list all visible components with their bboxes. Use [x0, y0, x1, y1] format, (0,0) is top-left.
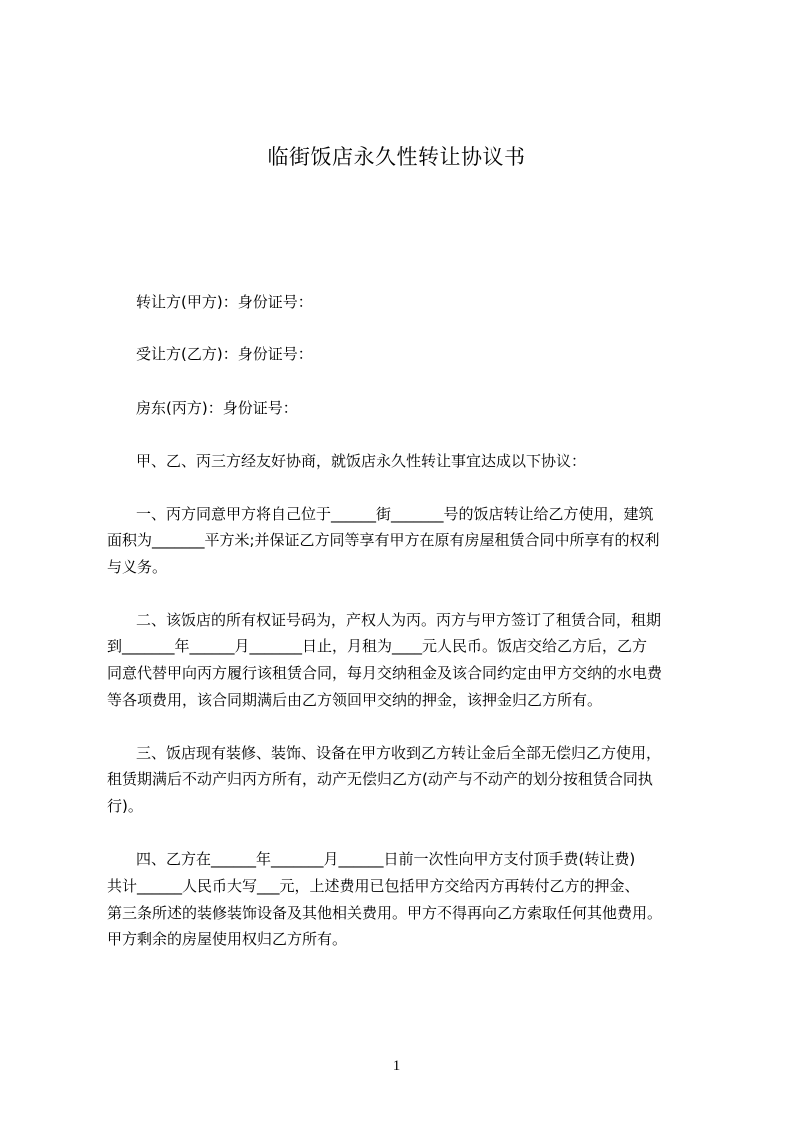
clause-4-line: 共计______人民币大写___元，上述费用已包括甲方交给丙方再转付乙方的押金、: [107, 877, 640, 895]
agreement-intro: 甲、乙、丙三方经友好协商，就饭店永久性转让事宜达成以下协议：: [136, 452, 587, 470]
party-transferor: 转让方(甲方)：身份证号：: [136, 293, 313, 311]
clause-4-line: 四、乙方在______年_______月______日前一次性向甲方支付顶手费(转让费): [136, 850, 636, 868]
clause-1-line: 一、丙方同意甲方将自己位于______街_______号的饭店转让给乙方使用，建筑: [136, 505, 654, 523]
party-transferee: 受让方(乙方)：身份证号：: [136, 345, 313, 363]
clause-2-line: 二、该饭店的所有权证号码为，产权人为丙。丙方与甲方签订了租赁合同，租期: [136, 611, 662, 629]
clause-2-line: 同意代替甲向丙方履行该租赁合同，每月交纳租金及该合同约定由甲方交纳的水电费: [107, 664, 663, 682]
clause-2-line: 等各项费用，该合同期满后由乙方领回甲交纳的押金，该押金归乙方所有。: [107, 691, 603, 709]
clause-3-line: 三、饭店现有装修、装饰、设备在甲方收到乙方转让金后全部无偿归乙方使用，: [136, 744, 662, 762]
clause-1-line: 面积为_______平方米;并保证乙方同等享有甲方在原有房屋租赁合同中所享有的权利: [107, 531, 660, 549]
clause-4-line: 甲方剩余的房屋使用权归乙方所有。: [107, 930, 348, 948]
clause-3-line: 租赁期满后不动产归丙方所有，动产无偿归乙方(动产与不动产的划分按租赁合同执: [107, 770, 653, 788]
clause-2-line: 到_______年______月_______日止，月租为____元人民币。饭店交给乙方后，乙方: [107, 637, 648, 655]
clause-3-line: 行)。: [107, 797, 143, 815]
page-number: 1: [392, 1058, 401, 1074]
document-title: 临街饭店永久性转让协议书: [267, 145, 526, 169]
clause-1-line: 与义务。: [107, 558, 168, 576]
party-landlord: 房东(丙方)：身份证号：: [136, 399, 298, 417]
clause-4-line: 第三条所述的装修装饰设备及其他相关费用。甲方不得再向乙方索取任何其他费用。: [107, 904, 663, 922]
